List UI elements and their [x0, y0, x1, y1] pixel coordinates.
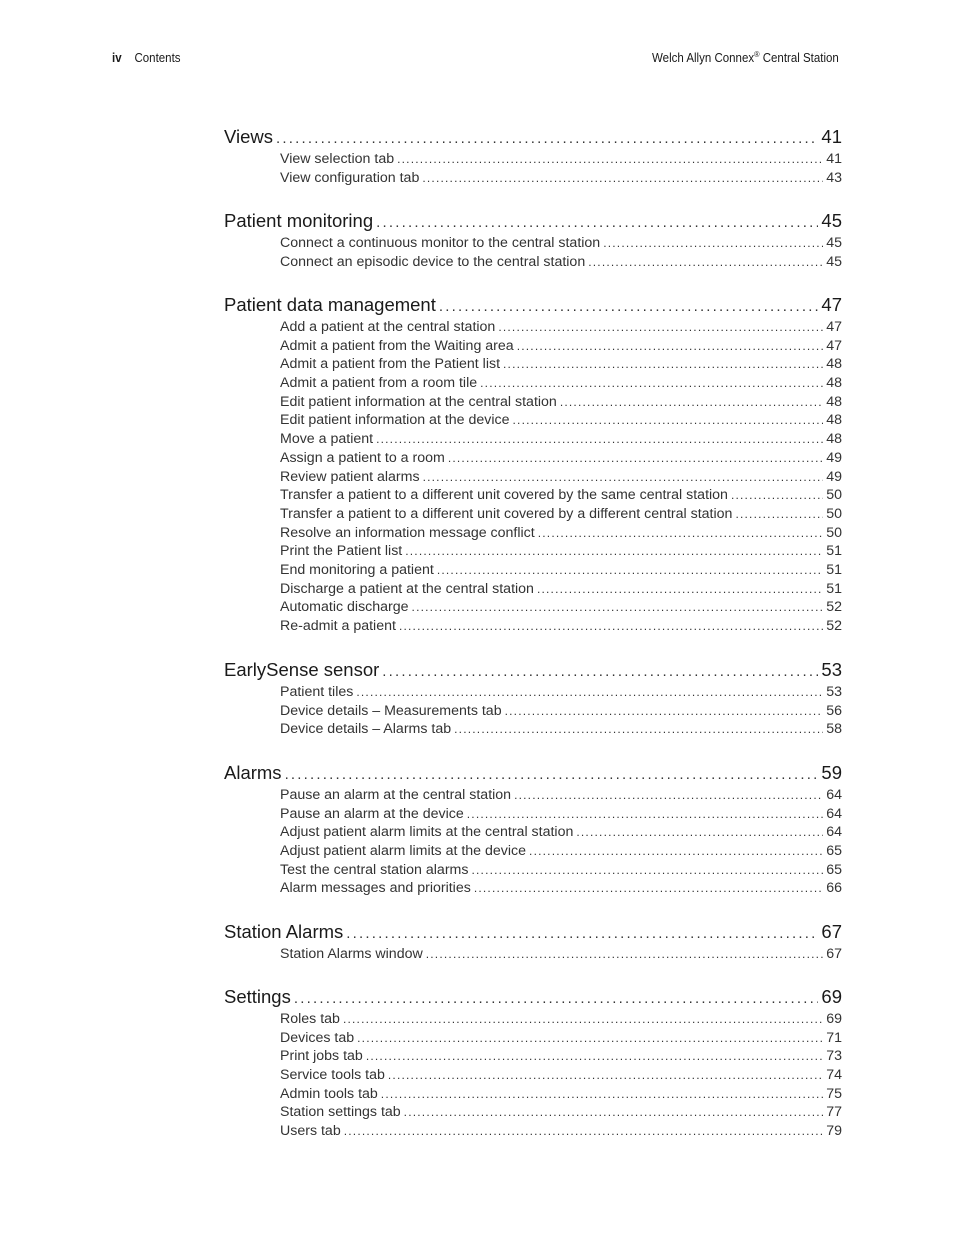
- toc-subsection-entry[interactable]: [224, 823, 842, 842]
- toc-subsection-entry[interactable]: [224, 505, 842, 524]
- header-doc-title: [652, 51, 839, 65]
- toc-subsection-entry[interactable]: [224, 430, 842, 449]
- toc-entry-title: Admit a patient from the Patient list: [280, 356, 501, 373]
- toc-subsection-entry[interactable]: [224, 411, 842, 430]
- dot-leader: [382, 659, 818, 683]
- toc-entry-title: Views: [224, 126, 274, 147]
- toc-entry-page: 48: [826, 393, 842, 410]
- toc-entry-page: 50: [826, 487, 842, 504]
- toc-entry-page: 41: [821, 126, 842, 147]
- doc-title-suffix: Central Station: [759, 51, 839, 65]
- toc-entry-title: Patient data management: [224, 294, 436, 315]
- toc-subsection-entry[interactable]: [224, 561, 842, 580]
- toc-entry-page: 71: [826, 1029, 842, 1046]
- toc-entry-title: Re-admit a patient: [280, 618, 396, 634]
- dot-leader: [448, 449, 823, 468]
- doc-title: Welch Allyn Connex: [652, 51, 755, 65]
- toc-subsection-entry[interactable]: [224, 449, 842, 468]
- toc-entry-page: 48: [826, 356, 842, 373]
- dot-leader: [603, 234, 823, 253]
- toc-entry-title: Admit a patient from a room tile: [280, 375, 478, 392]
- dot-leader: [439, 294, 819, 318]
- toc-entry-title: Pause an alarm at the central station: [280, 787, 512, 803]
- toc-entry-page: 77: [826, 1104, 842, 1121]
- toc-subsection-entry[interactable]: [224, 542, 842, 561]
- toc-entry-page: 65: [826, 843, 842, 860]
- toc-subsection-entry[interactable]: [224, 1103, 842, 1122]
- dot-leader: [397, 150, 823, 169]
- dot-leader: [412, 598, 824, 617]
- dot-leader: [538, 524, 824, 543]
- toc-subsection-entry[interactable]: [224, 861, 842, 880]
- dot-leader: [376, 430, 823, 449]
- dot-leader: [344, 1122, 824, 1141]
- toc-subsection-entry[interactable]: [224, 879, 842, 898]
- toc-subsection-entry[interactable]: [224, 468, 842, 487]
- toc-subsection-entry[interactable]: [224, 702, 842, 721]
- dot-leader: [276, 126, 818, 150]
- toc-subsection-entry[interactable]: [224, 1085, 842, 1104]
- toc-subsection-entry[interactable]: [224, 524, 842, 543]
- dot-leader: [731, 486, 823, 505]
- toc-entry-title: End monitoring a patient: [280, 561, 434, 578]
- toc-section: [224, 919, 842, 964]
- header-section: Contents: [134, 51, 181, 65]
- toc-entry-page: 47: [821, 294, 842, 315]
- toc-section: [224, 760, 842, 898]
- toc-entry-title: Station Alarms: [224, 921, 344, 942]
- toc-entry-page: 58: [826, 721, 842, 738]
- toc-subsection-entry[interactable]: [224, 253, 842, 272]
- toc-entry-page: 69: [826, 1011, 842, 1027]
- dot-leader: [285, 762, 819, 786]
- toc-subsection-entry[interactable]: [224, 1047, 842, 1066]
- toc-entry-page: 49: [826, 468, 842, 485]
- toc-entry-title: Admin tools tab: [280, 1085, 378, 1102]
- toc-entry-title: Test the central station alarms: [280, 861, 469, 878]
- toc-entry-page: 79: [826, 1123, 842, 1140]
- toc-subsection-entry[interactable]: [224, 842, 842, 861]
- toc-entry-title: Add a patient at the central station: [280, 319, 496, 335]
- dot-leader: [376, 210, 818, 234]
- registered-mark: ®: [754, 49, 760, 59]
- toc-entry-page: 48: [826, 412, 842, 429]
- toc-entry-page: 52: [826, 618, 842, 634]
- running-header: [112, 49, 839, 69]
- toc-subsection-entry[interactable]: [224, 234, 842, 253]
- dot-leader: [388, 1066, 823, 1085]
- dot-leader: [426, 945, 823, 964]
- toc-entry-page: 48: [826, 375, 842, 392]
- toc-entry-title: Admit a patient from the Waiting area: [280, 337, 514, 354]
- dot-leader: [503, 355, 823, 374]
- toc-entry-title: Station settings tab: [280, 1104, 401, 1121]
- toc-subsection-entry[interactable]: [224, 337, 842, 356]
- dot-leader: [467, 805, 823, 824]
- toc-entry-page: 53: [821, 659, 842, 680]
- toc-subsection-entry[interactable]: [224, 617, 842, 636]
- toc-entry-title: Print the Patient list: [280, 543, 403, 560]
- toc-entry-title: View configuration tab: [280, 169, 420, 186]
- toc-chapter-entry[interactable]: [224, 984, 842, 1010]
- toc-entry-title: Alarms: [224, 762, 282, 783]
- toc-entry-title: Move a patient: [280, 431, 374, 448]
- toc-entry-title: Edit patient information at the device: [280, 412, 510, 429]
- toc-entry-page: 49: [826, 449, 842, 466]
- dot-leader: [498, 318, 823, 337]
- toc-subsection-entry[interactable]: [224, 150, 842, 169]
- toc-entry-page: 65: [826, 861, 842, 878]
- toc-entry-title: Service tools tab: [280, 1067, 385, 1084]
- toc-entry-title: Device details – Measurements tab: [280, 702, 502, 719]
- toc-entry-page: 50: [826, 524, 842, 541]
- toc-section: [224, 208, 842, 271]
- toc-entry-page: 43: [826, 169, 842, 186]
- dot-leader: [474, 879, 823, 898]
- dot-leader: [576, 823, 823, 842]
- toc-entry-title: EarlySense sensor: [224, 659, 380, 680]
- dot-leader: [454, 720, 823, 739]
- toc-subsection-entry[interactable]: [224, 1122, 842, 1141]
- toc-subsection-entry[interactable]: [224, 318, 842, 337]
- toc-entry-title: Settings: [224, 986, 291, 1007]
- toc-subsection-entry[interactable]: [224, 169, 842, 188]
- toc-entry-title: Patient tiles: [280, 684, 354, 700]
- toc-entry-page: 64: [826, 824, 842, 841]
- toc-entry-page: 73: [826, 1048, 842, 1065]
- toc-subsection-entry[interactable]: [224, 1029, 842, 1048]
- toc-chapter-entry[interactable]: [224, 657, 842, 683]
- toc-entry-page: 51: [826, 561, 842, 578]
- toc-entry-title: Assign a patient to a room: [280, 449, 445, 466]
- toc-section: [224, 292, 842, 636]
- toc-entry-page: 47: [826, 337, 842, 354]
- toc-entry-title: Station Alarms window: [280, 946, 423, 962]
- toc-entry-page: 67: [826, 946, 842, 962]
- toc-subsection-entry[interactable]: [224, 598, 842, 617]
- toc-entry-title: Review patient alarms: [280, 468, 420, 485]
- toc-subsection-entry[interactable]: [224, 580, 842, 599]
- toc-entry-title: Devices tab: [280, 1029, 355, 1046]
- toc-entry-title: Users tab: [280, 1123, 341, 1140]
- dot-leader: [356, 683, 823, 702]
- dot-leader: [471, 861, 823, 880]
- toc-subsection-entry[interactable]: [224, 486, 842, 505]
- toc-entry-page: 59: [821, 762, 842, 783]
- toc-entry-page: 45: [826, 235, 842, 251]
- toc-section: [224, 984, 842, 1141]
- toc-entry-title: Discharge a patient at the central station: [280, 580, 534, 597]
- toc-subsection-entry[interactable]: [224, 355, 842, 374]
- toc-entry-page: 67: [821, 921, 842, 942]
- toc-entry-title: Roles tab: [280, 1011, 340, 1027]
- toc-subsection-entry[interactable]: [224, 1010, 842, 1029]
- toc-chapter-entry[interactable]: [224, 208, 842, 234]
- dot-leader: [357, 1029, 823, 1048]
- dot-leader: [437, 561, 823, 580]
- toc-entry-page: 51: [826, 580, 842, 597]
- toc-entry-page: 66: [826, 880, 842, 897]
- dot-leader: [514, 786, 823, 805]
- dot-leader: [537, 580, 823, 599]
- toc-entry-title: Transfer a patient to a different unit covered by a different central station: [280, 505, 733, 522]
- toc-entry-page: 45: [821, 210, 842, 231]
- dot-leader: [346, 921, 818, 945]
- toc-chapter-entry[interactable]: [224, 292, 842, 318]
- toc-chapter-entry[interactable]: [224, 760, 842, 786]
- dot-leader: [405, 542, 823, 561]
- dot-leader: [517, 337, 824, 356]
- toc-entry-page: 47: [826, 319, 842, 335]
- toc-entry-title: Adjust patient alarm limits at the device: [280, 843, 527, 860]
- dot-leader: [422, 169, 823, 188]
- toc-entry-title: Device details – Alarms tab: [280, 721, 452, 738]
- dot-leader: [294, 986, 819, 1010]
- toc-subsection-entry[interactable]: [224, 393, 842, 412]
- toc-entry-page: 51: [826, 543, 842, 560]
- page-number: iv: [112, 51, 122, 65]
- dot-leader: [560, 393, 823, 412]
- toc-entry-page: 48: [826, 431, 842, 448]
- toc-entry-title: Automatic discharge: [280, 599, 409, 616]
- dot-leader: [366, 1047, 823, 1066]
- toc-section: [224, 657, 842, 739]
- toc-subsection-entry[interactable]: [224, 374, 842, 393]
- dot-leader: [399, 617, 823, 636]
- toc-entry-page: 53: [826, 684, 842, 700]
- toc-entry-page: 41: [826, 151, 842, 167]
- dot-leader: [343, 1010, 823, 1029]
- dot-leader: [735, 505, 823, 524]
- toc-subsection-entry[interactable]: [224, 720, 842, 739]
- toc-entry-page: 64: [826, 805, 842, 822]
- toc-entry-page: 52: [826, 599, 842, 616]
- toc-entry-title: Adjust patient alarm limits at the central station: [280, 824, 574, 841]
- toc-entry-title: Connect a continuous monitor to the central station: [280, 235, 601, 251]
- toc-section: [224, 124, 842, 187]
- toc-entry-page: 74: [826, 1067, 842, 1084]
- toc-chapter-entry[interactable]: [224, 919, 842, 945]
- toc-entry-page: 45: [826, 253, 842, 270]
- toc-entry-title: Transfer a patient to a different unit covered by the same central station: [280, 487, 728, 504]
- toc-subsection-entry[interactable]: [224, 805, 842, 824]
- dot-leader: [505, 702, 824, 721]
- dot-leader: [480, 374, 823, 393]
- toc-entry-page: 56: [826, 702, 842, 719]
- toc-subsection-entry[interactable]: [224, 1066, 842, 1085]
- header-left: [112, 51, 181, 65]
- toc-subsection-entry[interactable]: [224, 683, 842, 702]
- dot-leader: [529, 842, 823, 861]
- toc-entry-title: Edit patient information at the central station: [280, 393, 557, 410]
- toc-entry-title: Connect an episodic device to the central station: [280, 253, 586, 270]
- toc-entry-page: 50: [826, 505, 842, 522]
- toc-entry-title: Patient monitoring: [224, 210, 374, 231]
- toc-entry-page: 69: [821, 986, 842, 1007]
- dot-leader: [381, 1085, 823, 1104]
- dot-leader: [423, 468, 824, 487]
- toc-subsection-entry[interactable]: [224, 786, 842, 805]
- toc-entry-page: 64: [826, 787, 842, 803]
- dot-leader: [513, 411, 824, 430]
- toc-subsection-entry[interactable]: [224, 945, 842, 964]
- dot-leader: [404, 1103, 824, 1122]
- toc-chapter-entry[interactable]: [224, 124, 842, 150]
- toc-entry-title: Print jobs tab: [280, 1048, 363, 1065]
- toc-entry-page: 75: [826, 1085, 842, 1102]
- toc-entry-title: Resolve an information message conflict: [280, 524, 535, 541]
- dot-leader: [588, 253, 823, 272]
- toc-entry-title: View selection tab: [280, 151, 395, 167]
- toc-entry-title: Alarm messages and priorities: [280, 880, 471, 897]
- toc-entry-title: Pause an alarm at the device: [280, 805, 464, 822]
